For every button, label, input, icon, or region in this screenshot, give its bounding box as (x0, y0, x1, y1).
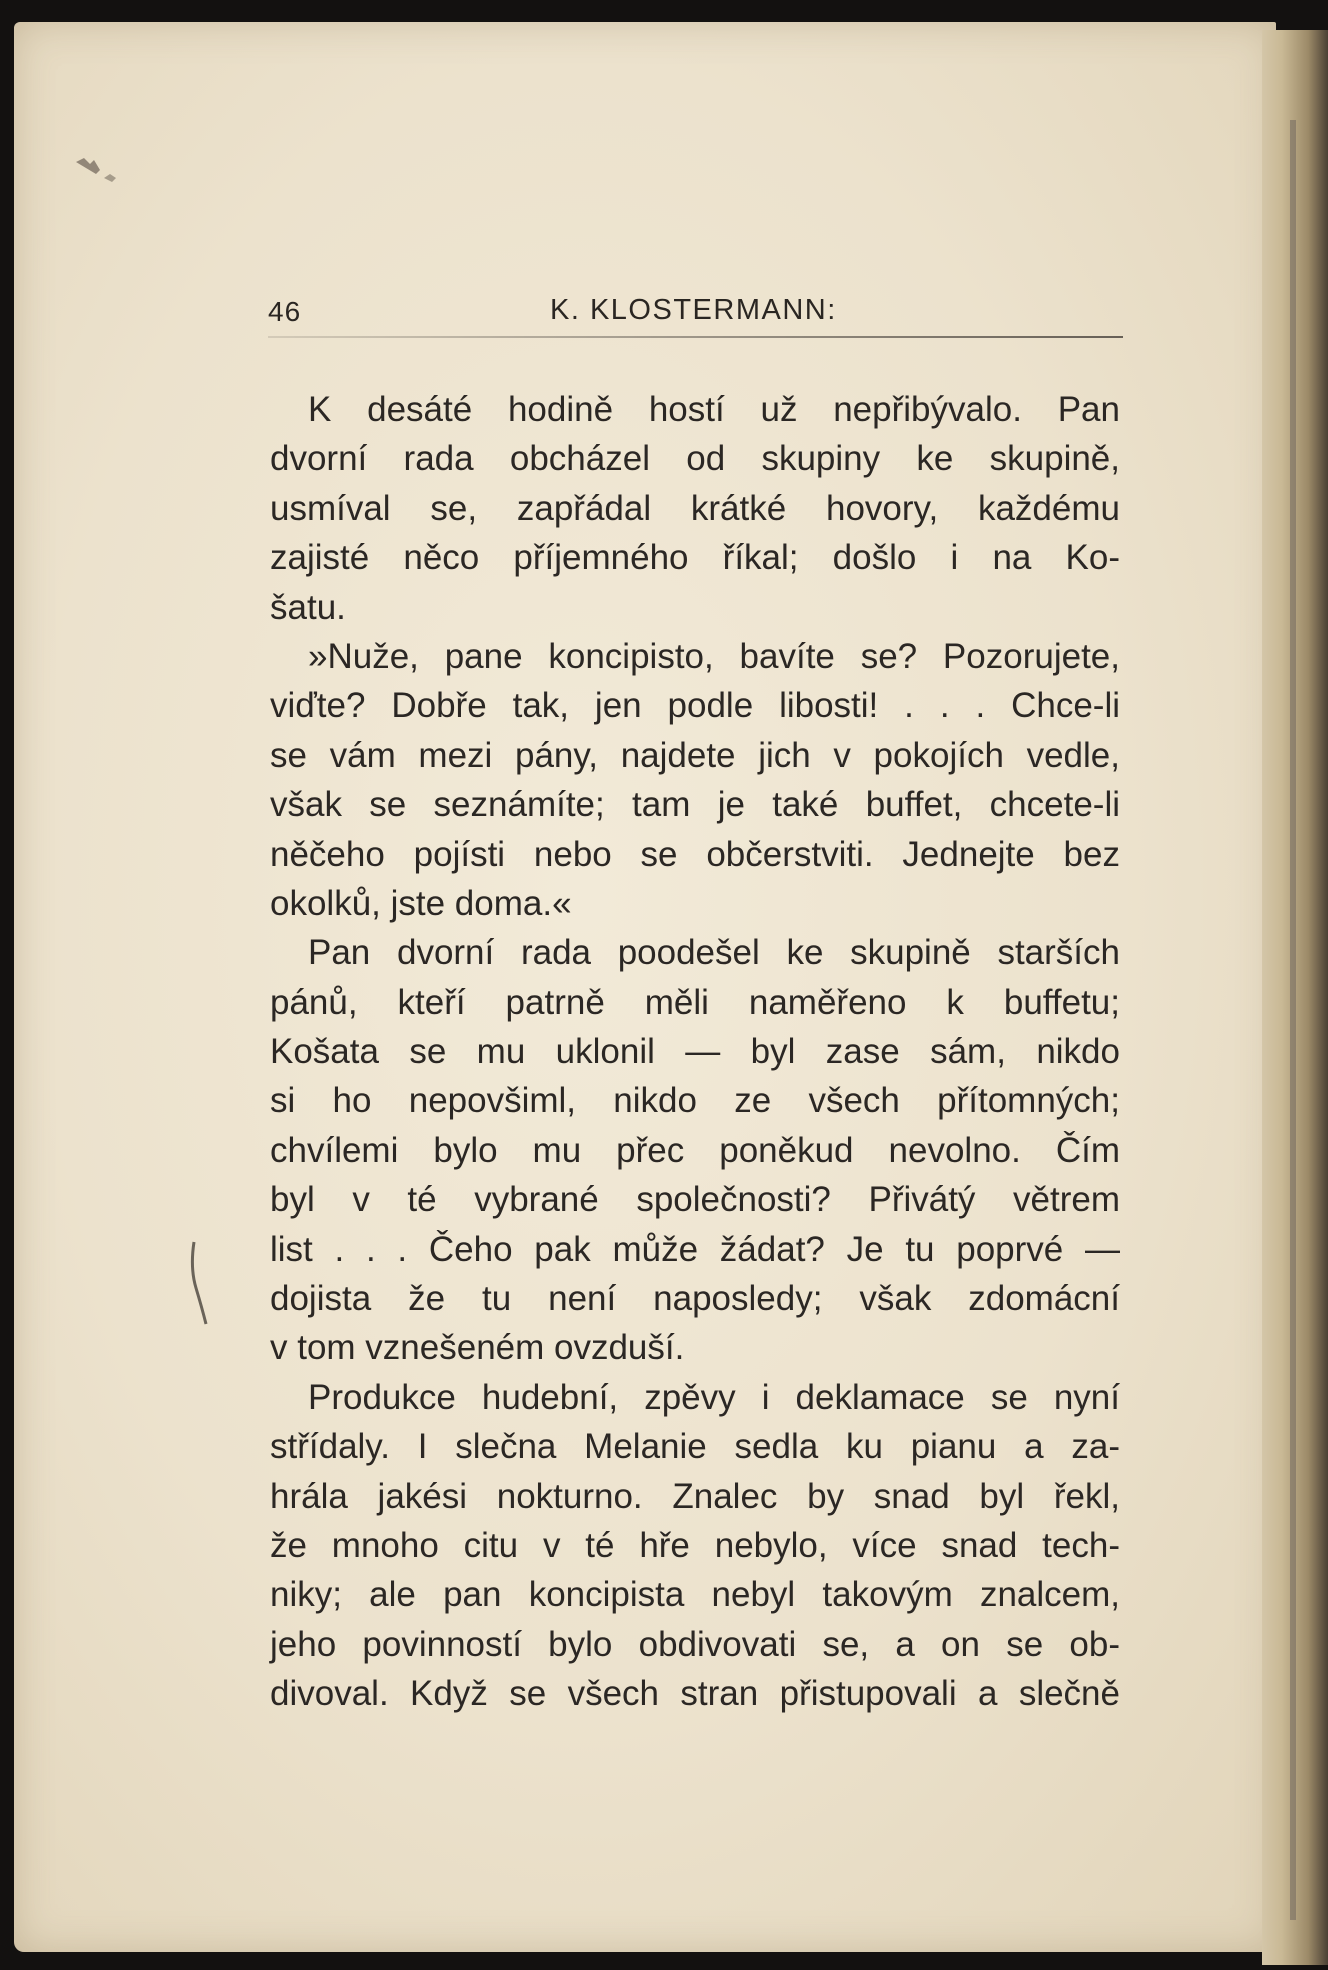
text-line: se vám mezi pány, najdete jich v pokojích vedle, (270, 735, 1120, 775)
text-line: že mnoho citu v té hře nebylo, více snad tech- (270, 1525, 1120, 1565)
text-line: si ho nepovšiml, nikdo ze všech přítomných; (270, 1081, 1120, 1121)
text-line: něčeho pojísti nebo se občerstviti. Jednejte bez (270, 834, 1120, 874)
header-rule (268, 336, 1123, 338)
ink-smudge-mark (70, 148, 130, 188)
text-line: šatu. (270, 587, 346, 627)
text-line: Košata se mu uklonil — byl zase sám, nikdo (270, 1032, 1120, 1072)
running-header (268, 292, 1123, 340)
text-line: list . . . Čeho pak může žádat? Je tu poprvé — (270, 1229, 1120, 1269)
text-line: jeho povinností bylo obdivovati se, a on se ob- (270, 1624, 1120, 1664)
text-line: »Nuže, pane koncipisto, bavíte se? Pozorujete, (308, 636, 1120, 676)
text-line: byl v té vybrané společnosti? Přivátý větrem (270, 1180, 1120, 1220)
paragraph (270, 385, 1120, 632)
text-line: Produkce hudební, zpěvy i deklamace se nyní (308, 1377, 1120, 1417)
text-line: chvílemi bylo mu přec poněkud nevolno. Čím (270, 1130, 1120, 1170)
text-line: viďte? Dobře tak, jen podle libosti! . . . Chce-li (270, 686, 1120, 726)
page-number: 46 (268, 296, 302, 327)
paragraph (270, 1373, 1120, 1719)
text-line: hrála jakési nokturno. Znalec by snad byl řekl, (270, 1476, 1120, 1516)
text-line: střídaly. I slečna Melanie sedla ku pianu a za- (270, 1427, 1120, 1467)
text-line: v tom vznešeném ovzduší. (270, 1328, 685, 1368)
text-line: usmíval se, zapřádal krátké hovory, každému (270, 488, 1120, 528)
text-line: niky; ale pan koncipista nebyl takovým znalcem, (270, 1575, 1120, 1615)
margin-pencil-mark (186, 1238, 212, 1328)
running-head-author: K. KLOSTERMANN: (550, 294, 837, 326)
text-line: okolků, jste doma.« (270, 883, 572, 923)
binding-shadow (1290, 120, 1296, 1920)
text-line: K desáté hodině hostí už nepřibývalo. Pan (308, 390, 1120, 429)
body-text (270, 385, 1120, 1719)
text-line: dojista že tu není naposledy; však zdomácní (270, 1279, 1120, 1319)
text-line: Pan dvorní rada poodešel ke skupině starších (308, 933, 1120, 973)
paragraph (270, 632, 1120, 928)
text-line: pánů, kteří patrně měli naměřeno k buffetu; (270, 982, 1120, 1022)
text-line: však se seznámíte; tam je také buffet, chcete-li (270, 785, 1120, 825)
text-line: dvorní rada obcházel od skupiny ke skupině, (270, 439, 1120, 479)
text-line: divoval. Když se všech stran přistupovali a slečně (270, 1674, 1120, 1714)
paragraph (270, 928, 1120, 1373)
text-line: zajisté něco příjemného říkal; došlo i na Ko- (270, 538, 1120, 578)
